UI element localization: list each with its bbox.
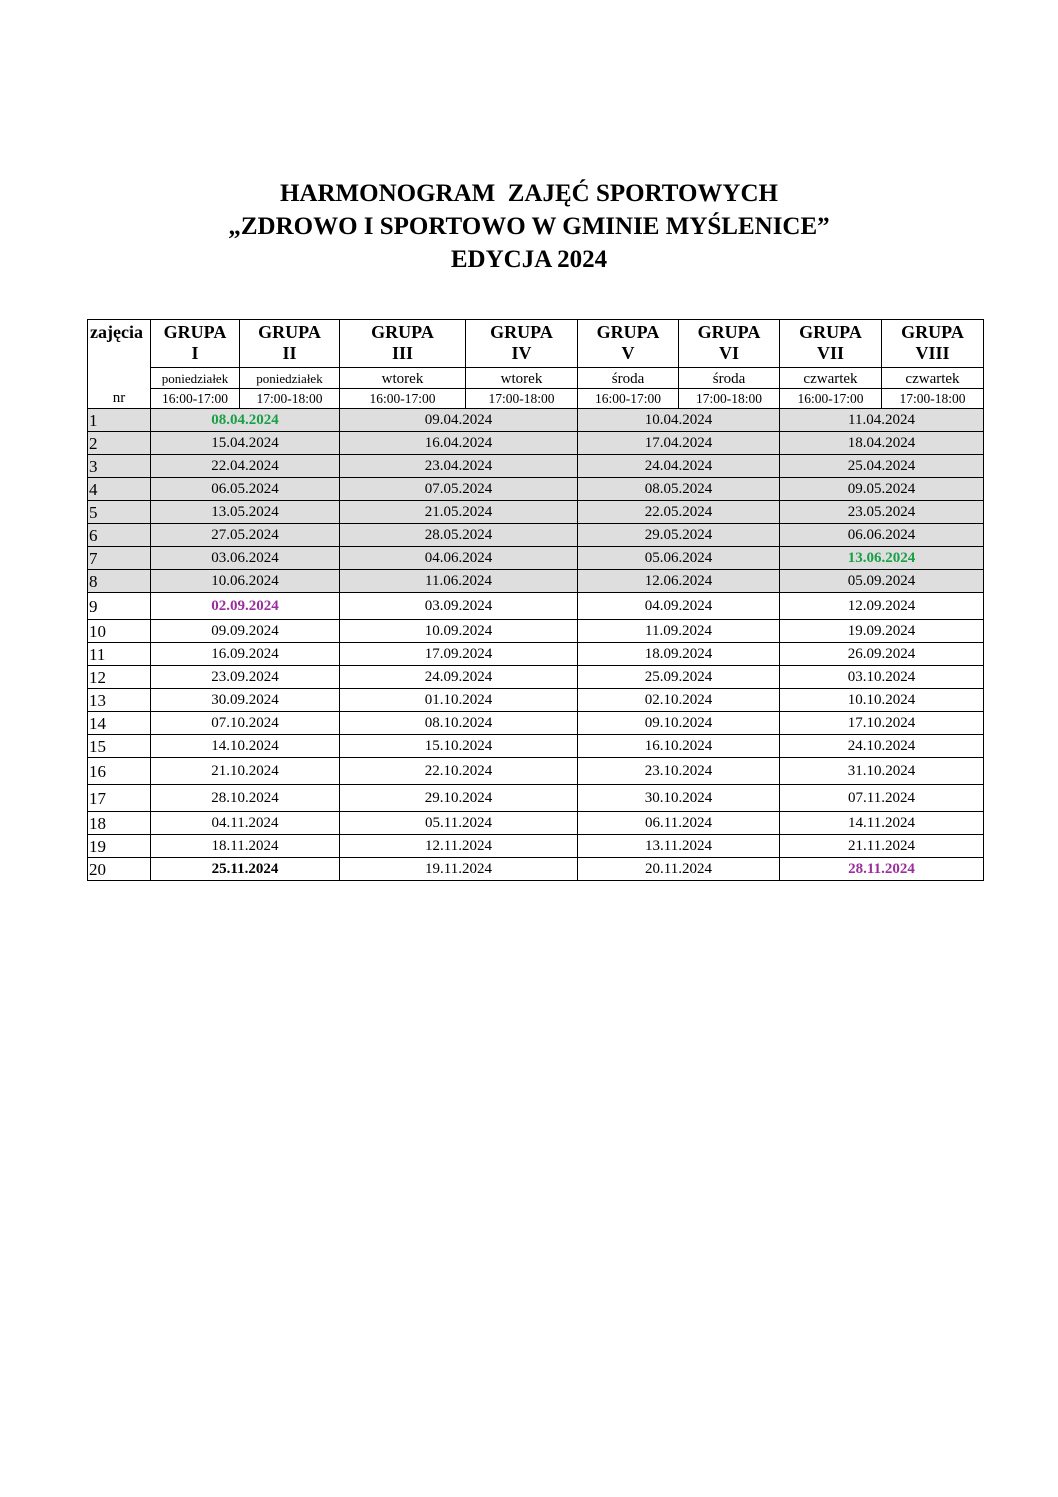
session-number: 19 bbox=[88, 835, 151, 858]
date-cell-tuesday: 15.10.2024 bbox=[340, 735, 578, 758]
group-header-4 bbox=[466, 320, 578, 368]
time-cell-3: 16:00-17:00 bbox=[340, 389, 466, 409]
date-cell-wednesday: 29.05.2024 bbox=[578, 524, 780, 547]
table-row bbox=[88, 835, 984, 858]
date-cell-thursday: 11.04.2024 bbox=[780, 409, 984, 432]
date-cell-tuesday: 23.04.2024 bbox=[340, 455, 578, 478]
date-cell-monday: 13.05.2024 bbox=[151, 501, 340, 524]
session-number: 7 bbox=[88, 547, 151, 570]
title-line-3: EDYCJA 2024 bbox=[450, 246, 608, 273]
time-cell-6: 17:00-18:00 bbox=[679, 389, 780, 409]
day-cell-8: czwartek bbox=[882, 368, 984, 389]
time-cell-8: 17:00-18:00 bbox=[882, 389, 984, 409]
date-cell-thursday: 24.10.2024 bbox=[780, 735, 984, 758]
date-cell-tuesday: 07.05.2024 bbox=[340, 478, 578, 501]
table-row bbox=[88, 547, 984, 570]
table-row bbox=[88, 570, 984, 593]
session-number: 4 bbox=[88, 478, 151, 501]
date-cell-monday: 25.11.2024 bbox=[151, 858, 340, 881]
group-label: GRUPA bbox=[490, 322, 553, 342]
time-cell-4: 17:00-18:00 bbox=[466, 389, 578, 409]
group-label: GRUPA bbox=[596, 322, 660, 342]
group-number: III bbox=[391, 343, 413, 363]
date-cell-monday: 09.09.2024 bbox=[151, 620, 340, 643]
session-number: 8 bbox=[88, 570, 151, 593]
date-cell-monday: 08.04.2024 bbox=[151, 409, 340, 432]
document-title bbox=[0, 177, 1058, 276]
date-cell-wednesday: 22.05.2024 bbox=[578, 501, 780, 524]
date-cell-wednesday: 09.10.2024 bbox=[578, 712, 780, 735]
date-cell-tuesday: 09.04.2024 bbox=[340, 409, 578, 432]
title-line-2: „ZDROWO I SPORTOWO W GMINIE MYŚLENICE” bbox=[228, 213, 830, 240]
date-cell-monday: 28.10.2024 bbox=[151, 785, 340, 812]
date-cell-tuesday: 28.05.2024 bbox=[340, 524, 578, 547]
date-cell-monday: 21.10.2024 bbox=[151, 758, 340, 785]
table-row bbox=[88, 593, 984, 620]
header-row-days bbox=[88, 368, 984, 389]
header-row-groups bbox=[88, 320, 984, 368]
header-nr-label: nr bbox=[88, 368, 151, 409]
date-cell-monday: 04.11.2024 bbox=[151, 812, 340, 835]
date-cell-thursday: 05.09.2024 bbox=[780, 570, 984, 593]
date-cell-tuesday: 03.09.2024 bbox=[340, 593, 578, 620]
date-cell-wednesday: 08.05.2024 bbox=[578, 478, 780, 501]
session-number: 10 bbox=[88, 620, 151, 643]
date-cell-wednesday: 17.04.2024 bbox=[578, 432, 780, 455]
date-cell-wednesday: 06.11.2024 bbox=[578, 812, 780, 835]
date-cell-thursday: 06.06.2024 bbox=[780, 524, 984, 547]
session-number: 20 bbox=[88, 858, 151, 881]
table-row bbox=[88, 812, 984, 835]
date-cell-thursday: 10.10.2024 bbox=[780, 689, 984, 712]
date-cell-monday: 18.11.2024 bbox=[151, 835, 340, 858]
day-cell-7: czwartek bbox=[780, 368, 882, 389]
date-cell-wednesday: 05.06.2024 bbox=[578, 547, 780, 570]
date-cell-monday: 02.09.2024 bbox=[151, 593, 340, 620]
group-label: GRUPA bbox=[799, 322, 862, 342]
table-row bbox=[88, 409, 984, 432]
date-cell-tuesday: 29.10.2024 bbox=[340, 785, 578, 812]
date-cell-tuesday: 24.09.2024 bbox=[340, 666, 578, 689]
date-cell-tuesday: 08.10.2024 bbox=[340, 712, 578, 735]
table-row bbox=[88, 758, 984, 785]
date-cell-thursday: 25.04.2024 bbox=[780, 455, 984, 478]
date-cell-tuesday: 04.06.2024 bbox=[340, 547, 578, 570]
date-cell-thursday: 07.11.2024 bbox=[780, 785, 984, 812]
session-number: 17 bbox=[88, 785, 151, 812]
date-cell-tuesday: 21.05.2024 bbox=[340, 501, 578, 524]
date-cell-tuesday: 22.10.2024 bbox=[340, 758, 578, 785]
group-header-8 bbox=[882, 320, 984, 368]
date-cell-wednesday: 18.09.2024 bbox=[578, 643, 780, 666]
date-cell-thursday: 09.05.2024 bbox=[780, 478, 984, 501]
group-label: GRUPA bbox=[697, 322, 761, 342]
date-cell-thursday: 03.10.2024 bbox=[780, 666, 984, 689]
day-cell-6: środa bbox=[679, 368, 780, 389]
group-header-3 bbox=[340, 320, 466, 368]
session-number: 16 bbox=[88, 758, 151, 785]
schedule-header bbox=[88, 320, 984, 409]
session-number: 14 bbox=[88, 712, 151, 735]
date-cell-wednesday: 11.09.2024 bbox=[578, 620, 780, 643]
date-cell-thursday: 26.09.2024 bbox=[780, 643, 984, 666]
group-number: V bbox=[621, 343, 635, 363]
day-cell-1: poniedziałek bbox=[151, 368, 240, 389]
session-number: 6 bbox=[88, 524, 151, 547]
date-cell-thursday: 17.10.2024 bbox=[780, 712, 984, 735]
date-cell-monday: 07.10.2024 bbox=[151, 712, 340, 735]
date-cell-monday: 30.09.2024 bbox=[151, 689, 340, 712]
date-cell-tuesday: 01.10.2024 bbox=[340, 689, 578, 712]
table-row bbox=[88, 735, 984, 758]
table-row bbox=[88, 689, 984, 712]
date-cell-thursday: 21.11.2024 bbox=[780, 835, 984, 858]
schedule-body bbox=[88, 409, 984, 881]
group-header-1 bbox=[151, 320, 240, 368]
date-cell-monday: 27.05.2024 bbox=[151, 524, 340, 547]
group-header-5 bbox=[578, 320, 679, 368]
date-cell-thursday: 13.06.2024 bbox=[780, 547, 984, 570]
date-cell-wednesday: 16.10.2024 bbox=[578, 735, 780, 758]
date-cell-wednesday: 20.11.2024 bbox=[578, 858, 780, 881]
schedule-table bbox=[87, 319, 984, 881]
table-row bbox=[88, 501, 984, 524]
date-cell-wednesday: 30.10.2024 bbox=[578, 785, 780, 812]
table-row bbox=[88, 858, 984, 881]
date-cell-tuesday: 12.11.2024 bbox=[340, 835, 578, 858]
group-number: IV bbox=[511, 343, 532, 363]
date-cell-monday: 23.09.2024 bbox=[151, 666, 340, 689]
table-row bbox=[88, 620, 984, 643]
date-cell-thursday: 28.11.2024 bbox=[780, 858, 984, 881]
date-cell-monday: 10.06.2024 bbox=[151, 570, 340, 593]
date-cell-monday: 16.09.2024 bbox=[151, 643, 340, 666]
date-cell-monday: 06.05.2024 bbox=[151, 478, 340, 501]
time-cell-1: 16:00-17:00 bbox=[151, 389, 240, 409]
group-label: GRUPA bbox=[901, 322, 964, 342]
session-number: 11 bbox=[88, 643, 151, 666]
group-header-6 bbox=[679, 320, 780, 368]
group-number: I bbox=[191, 343, 199, 363]
date-cell-wednesday: 12.06.2024 bbox=[578, 570, 780, 593]
date-cell-monday: 22.04.2024 bbox=[151, 455, 340, 478]
table-row bbox=[88, 712, 984, 735]
date-cell-tuesday: 17.09.2024 bbox=[340, 643, 578, 666]
date-cell-wednesday: 13.11.2024 bbox=[578, 835, 780, 858]
session-number: 2 bbox=[88, 432, 151, 455]
day-cell-5: środa bbox=[578, 368, 679, 389]
date-cell-monday: 14.10.2024 bbox=[151, 735, 340, 758]
header-row-times bbox=[88, 389, 984, 409]
group-label: GRUPA bbox=[371, 322, 434, 342]
session-number: 1 bbox=[88, 409, 151, 432]
date-cell-tuesday: 05.11.2024 bbox=[340, 812, 578, 835]
date-cell-tuesday: 16.04.2024 bbox=[340, 432, 578, 455]
group-label: GRUPA bbox=[163, 322, 227, 342]
group-label: GRUPA bbox=[258, 322, 321, 342]
date-cell-thursday: 12.09.2024 bbox=[780, 593, 984, 620]
session-number: 12 bbox=[88, 666, 151, 689]
date-cell-wednesday: 23.10.2024 bbox=[578, 758, 780, 785]
table-row bbox=[88, 785, 984, 812]
time-cell-7: 16:00-17:00 bbox=[780, 389, 882, 409]
day-cell-4: wtorek bbox=[466, 368, 578, 389]
date-cell-thursday: 14.11.2024 bbox=[780, 812, 984, 835]
table-row bbox=[88, 643, 984, 666]
date-cell-wednesday: 02.10.2024 bbox=[578, 689, 780, 712]
date-cell-monday: 03.06.2024 bbox=[151, 547, 340, 570]
day-cell-3: wtorek bbox=[340, 368, 466, 389]
group-number: VI bbox=[718, 343, 739, 363]
table-row bbox=[88, 455, 984, 478]
date-cell-tuesday: 11.06.2024 bbox=[340, 570, 578, 593]
date-cell-thursday: 18.04.2024 bbox=[780, 432, 984, 455]
date-cell-tuesday: 19.11.2024 bbox=[340, 858, 578, 881]
time-cell-5: 16:00-17:00 bbox=[578, 389, 679, 409]
table-row bbox=[88, 478, 984, 501]
session-number: 3 bbox=[88, 455, 151, 478]
title-line-1: HARMONOGRAM ZAJĘĆ SPORTOWYCH bbox=[280, 180, 778, 207]
date-cell-wednesday: 24.04.2024 bbox=[578, 455, 780, 478]
header-corner-label: zajęcia bbox=[88, 320, 151, 368]
date-cell-tuesday: 10.09.2024 bbox=[340, 620, 578, 643]
date-cell-thursday: 31.10.2024 bbox=[780, 758, 984, 785]
group-header-2 bbox=[240, 320, 340, 368]
session-number: 5 bbox=[88, 501, 151, 524]
date-cell-thursday: 19.09.2024 bbox=[780, 620, 984, 643]
group-number: VIII bbox=[915, 343, 950, 363]
group-number: VII bbox=[816, 343, 844, 363]
group-number: II bbox=[282, 343, 297, 363]
session-number: 15 bbox=[88, 735, 151, 758]
session-number: 13 bbox=[88, 689, 151, 712]
day-cell-2: poniedziałek bbox=[240, 368, 340, 389]
session-number: 9 bbox=[88, 593, 151, 620]
date-cell-thursday: 23.05.2024 bbox=[780, 501, 984, 524]
session-number: 18 bbox=[88, 812, 151, 835]
date-cell-wednesday: 25.09.2024 bbox=[578, 666, 780, 689]
table-row bbox=[88, 524, 984, 547]
table-row bbox=[88, 432, 984, 455]
table-row bbox=[88, 666, 984, 689]
date-cell-wednesday: 04.09.2024 bbox=[578, 593, 780, 620]
group-header-7 bbox=[780, 320, 882, 368]
date-cell-wednesday: 10.04.2024 bbox=[578, 409, 780, 432]
time-cell-2: 17:00-18:00 bbox=[240, 389, 340, 409]
date-cell-monday: 15.04.2024 bbox=[151, 432, 340, 455]
